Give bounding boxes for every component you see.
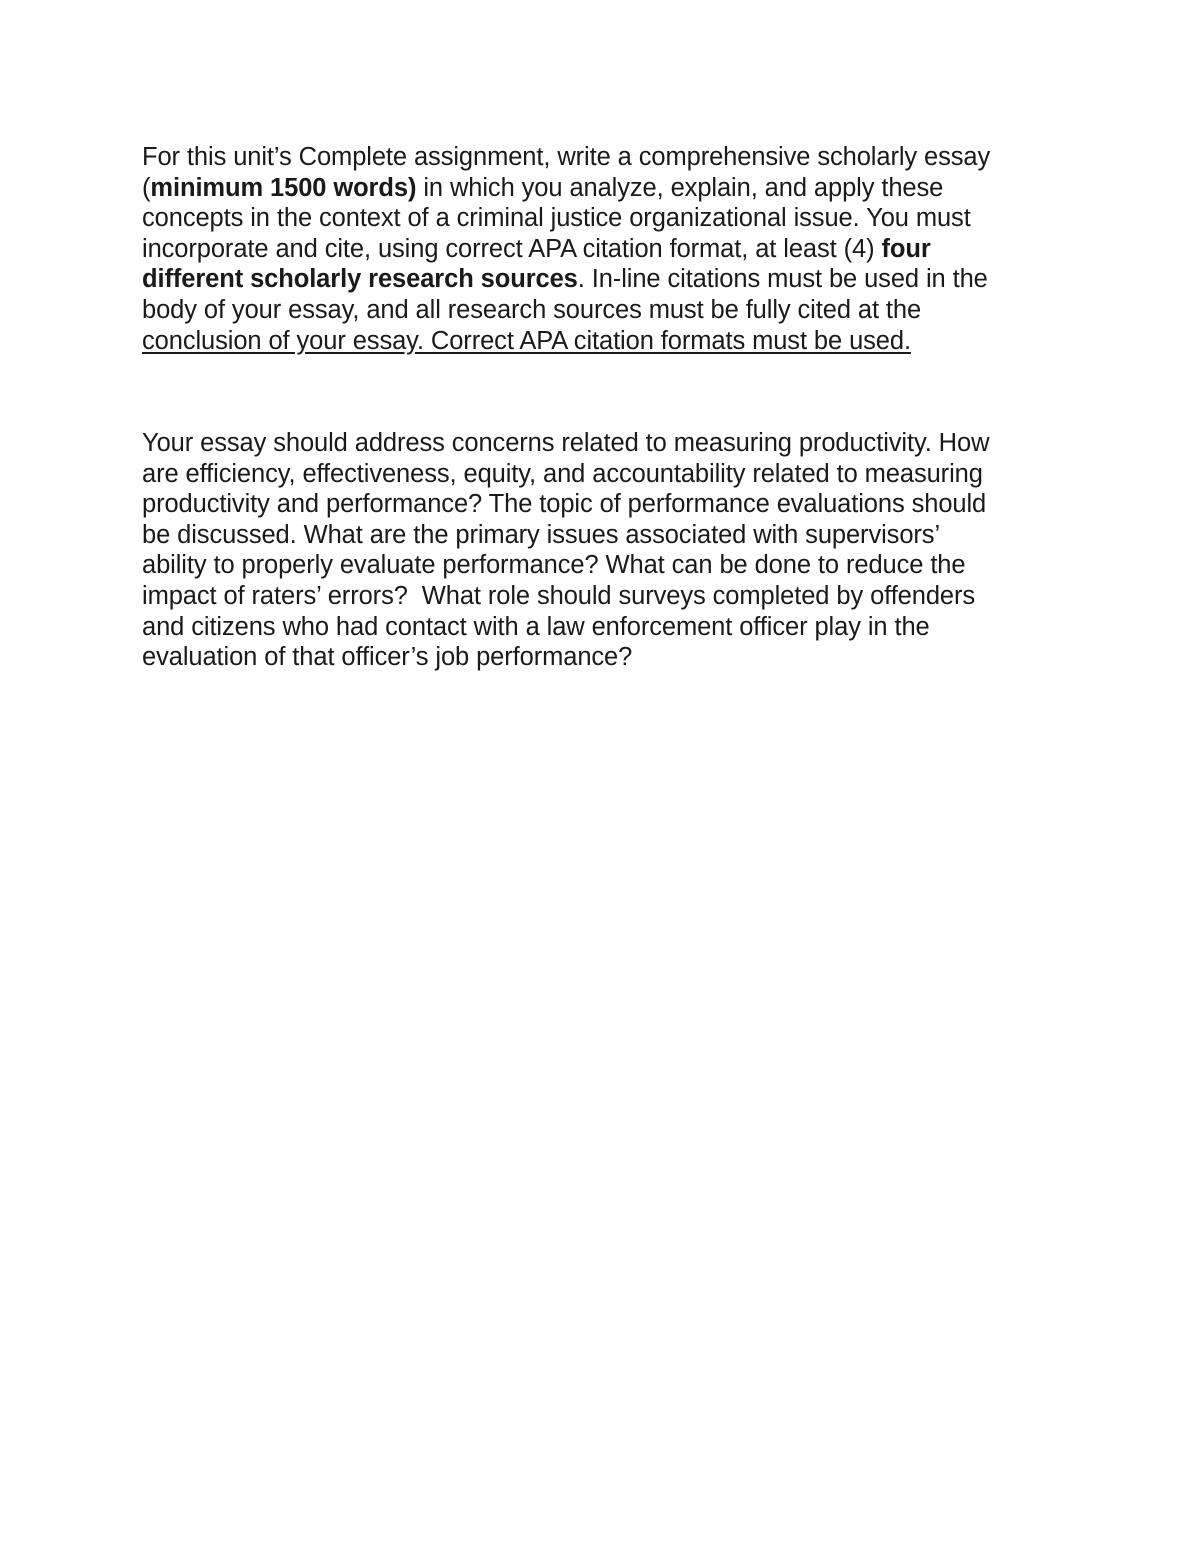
paragraph-line: evaluation of that officer’s job performance? [142, 643, 633, 672]
paragraph-text: . In-line citations must be used in the [577, 265, 988, 294]
paragraph-line: productivity and performance? The topic of performance evaluations should [142, 490, 987, 519]
paragraph-line [142, 173, 1082, 204]
assignment-paragraph [142, 142, 1082, 356]
paragraph-line: body of your essay, and all research sources must be fully cited at the [142, 295, 922, 324]
paragraph-line: ability to properly evaluate performance? What can be done to reduce the [142, 551, 966, 580]
paragraph-line: For this unit’s Complete assignment, write a comprehensive scholarly essay [142, 143, 991, 171]
paragraph-line: impact of raters’ errors? What role should surveys completed by offenders [142, 581, 976, 610]
paragraph-text: incorporate and cite, using correct APA citation format, at least (4) [142, 234, 882, 263]
paragraph-line: and citizens who had contact with a law enforcement officer play in the [142, 612, 930, 641]
paragraph-line: concepts in the context of a criminal justice organizational issue. You must [142, 204, 971, 233]
sources-emphasis: different scholarly research sources [142, 265, 578, 294]
paragraph-line: Your essay should address concerns related to measuring productivity. How [142, 429, 990, 457]
sources-count-emphasis: four [881, 234, 931, 263]
paragraph-line [142, 264, 1082, 295]
underlined-requirement: conclusion of your essay. Correct APA citation formats must be used. [142, 326, 911, 355]
open-paren: ( [142, 173, 151, 202]
paragraph-line: be discussed. What are the primary issues associated with supervisors’ [142, 520, 941, 549]
essay-questions-paragraph [142, 428, 1082, 673]
minimum-words-emphasis: minimum 1500 words) [150, 173, 417, 202]
paragraph-line: are efficiency, effectiveness, equity, and accountability related to measuring [142, 459, 983, 488]
paragraph-line [142, 234, 1082, 265]
paragraph-text: in which you analyze, explain, and apply these [416, 173, 944, 202]
